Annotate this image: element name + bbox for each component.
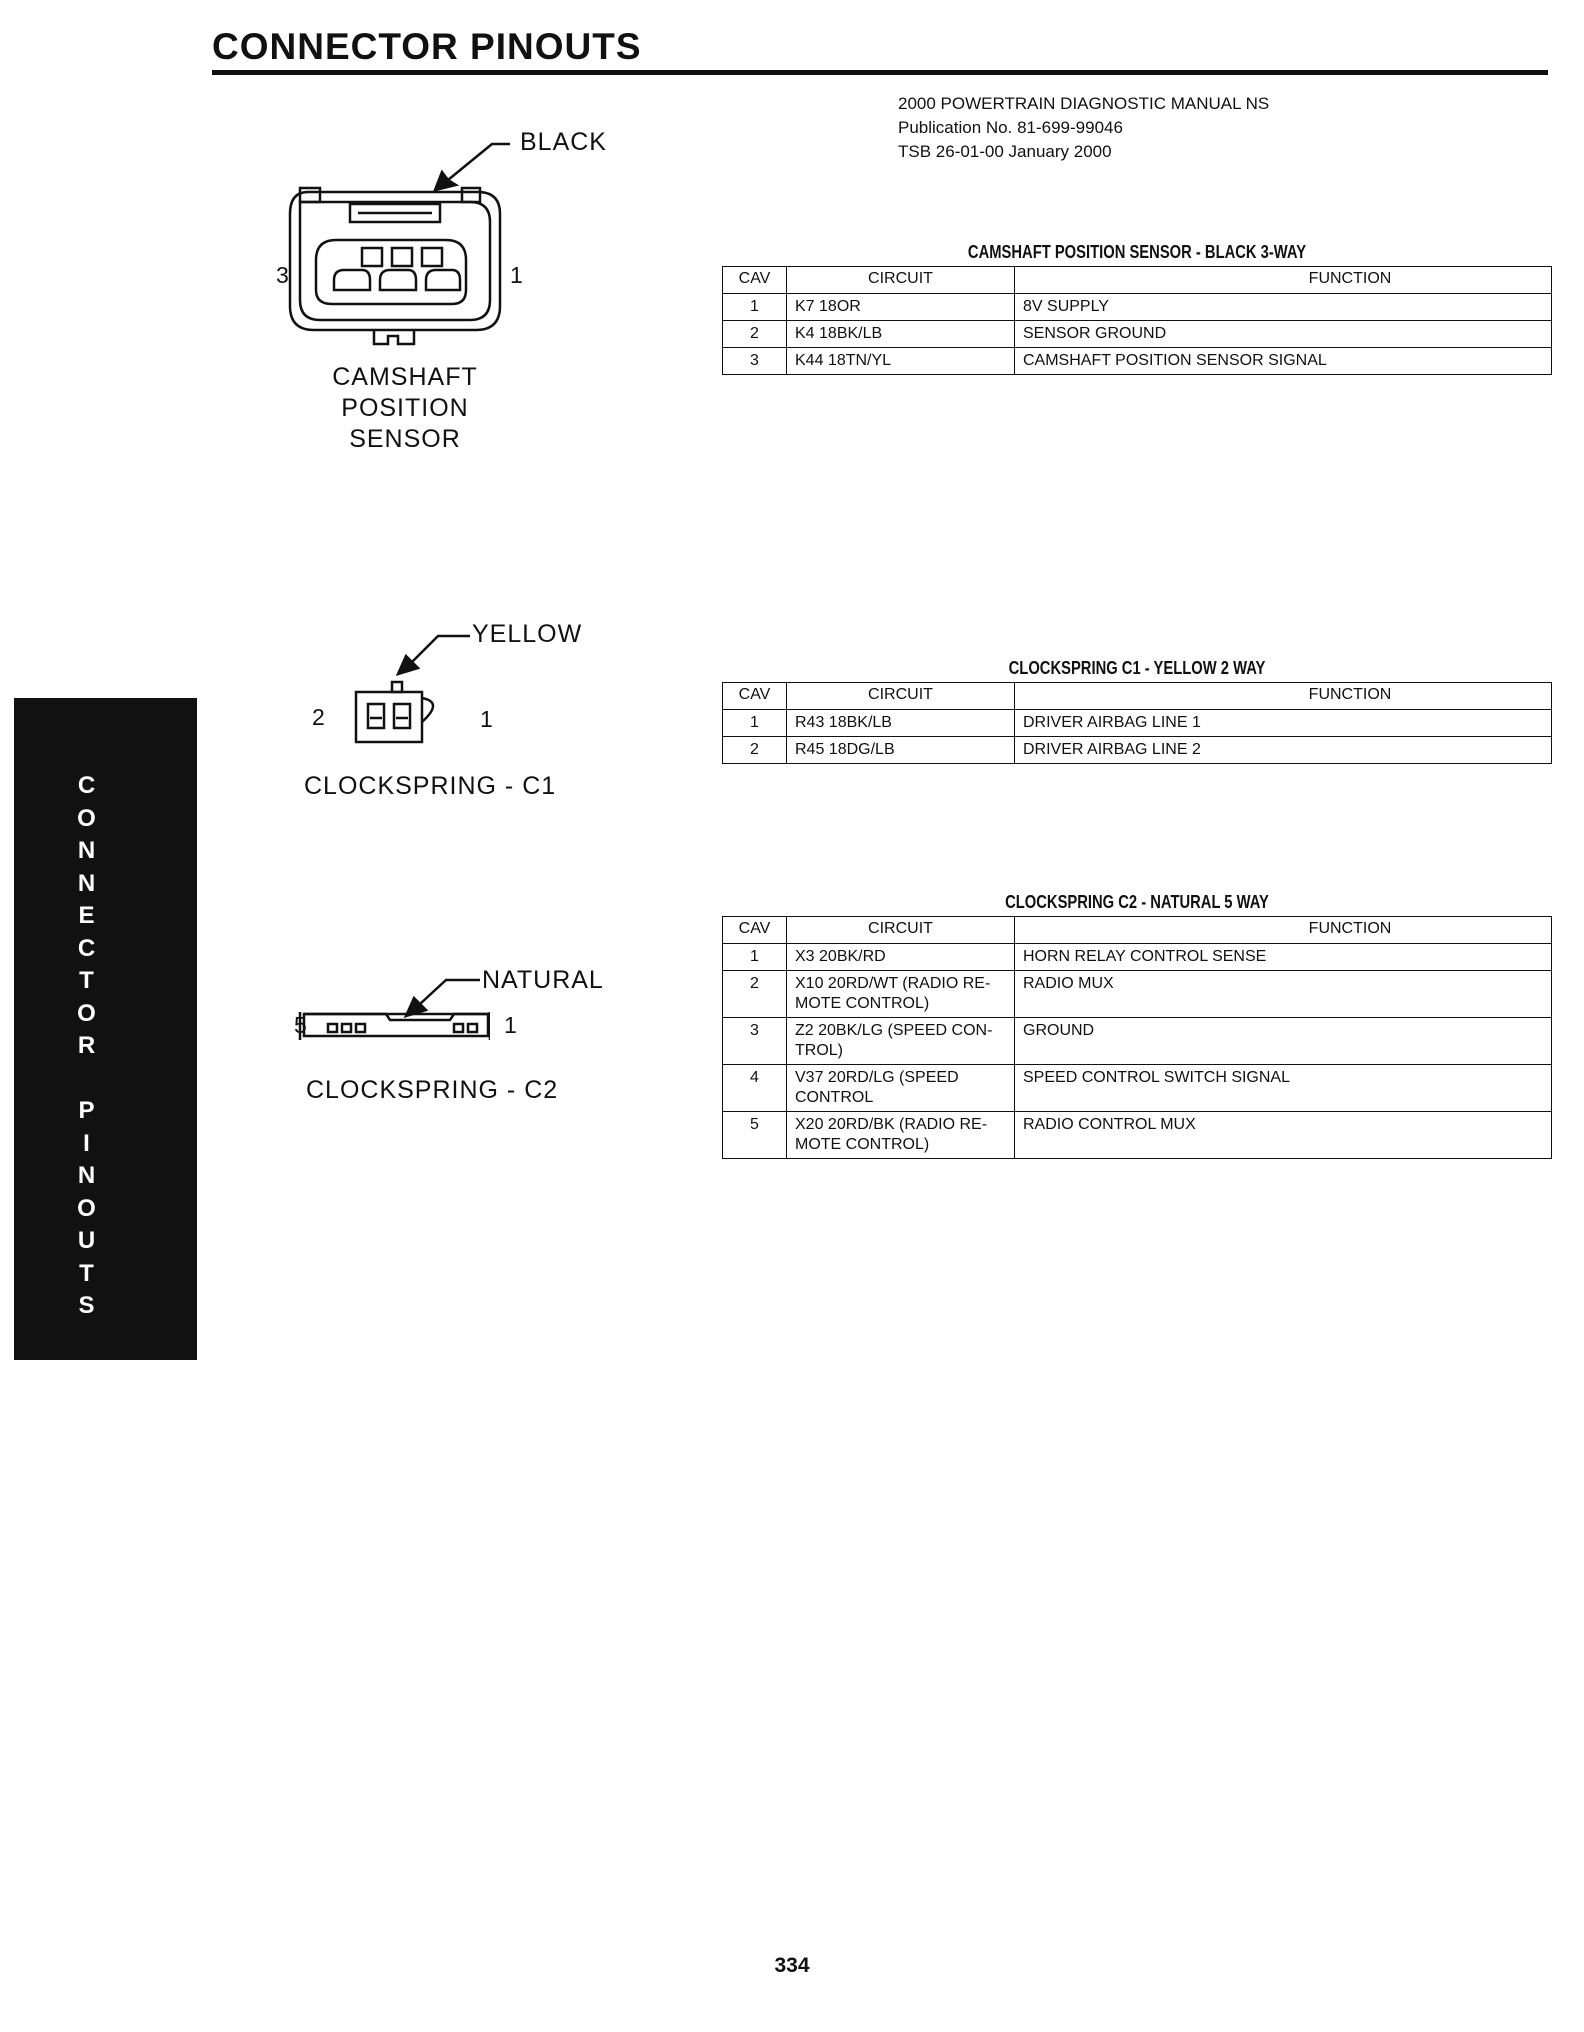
clockspring-c1-diagram — [340, 622, 480, 762]
cell-function: CAMSHAFT POSITION SENSOR SIGNAL — [1015, 348, 1552, 375]
camshaft-table-caption: CAMSHAFT POSITION SENSOR - BLACK 3-WAY — [967, 242, 1307, 262]
cell-function: DRIVER AIRBAG LINE 2 — [1015, 737, 1552, 764]
side-tab-letter: T — [79, 967, 94, 994]
camshaft-name-line: POSITION — [341, 394, 469, 422]
table-row — [723, 1112, 1552, 1159]
clockspring-c2-diagram — [290, 968, 490, 1048]
table-header-row — [723, 917, 1552, 944]
side-tab-letters — [14, 770, 159, 1323]
c2-table-caption: CLOCKSPRING C2 - NATURAL 5 WAY — [1005, 892, 1269, 912]
table-row — [723, 348, 1552, 375]
c1-pinout-table — [722, 682, 1552, 764]
c1-pin-right: 1 — [480, 706, 493, 732]
cell-cav: 5 — [723, 1112, 787, 1159]
camshaft-connector-diagram — [270, 130, 520, 350]
table-row — [723, 971, 1552, 1018]
cell-cav: 1 — [723, 294, 787, 321]
c1-pin-left: 2 — [312, 704, 325, 730]
publication-line: 2000 POWERTRAIN DIAGNOSTIC MANUAL NS — [898, 94, 1270, 113]
header-circuit: CIRCUIT — [787, 917, 1015, 944]
c2-connector-name: CLOCKSPRING - C2 — [306, 1076, 559, 1104]
c2-color-label: NATURAL — [482, 966, 604, 994]
cell-function: DRIVER AIRBAG LINE 1 — [1015, 710, 1552, 737]
cell-function: RADIO CONTROL MUX — [1015, 1112, 1552, 1159]
cell-circuit: R45 18DG/LB — [787, 737, 1015, 764]
header-circuit: CIRCUIT — [787, 267, 1015, 294]
cell-cav: 1 — [723, 944, 787, 971]
cell-cav: 4 — [723, 1065, 787, 1112]
cell-cav: 3 — [723, 348, 787, 375]
c2-pin-right: 1 — [504, 1012, 517, 1038]
cell-cav: 2 — [723, 321, 787, 348]
section-side-tab — [14, 698, 197, 1360]
table-row — [723, 321, 1552, 348]
c2-pin-left: 5 — [294, 1012, 307, 1038]
publication-line: Publication No. 81-699-99046 — [898, 118, 1123, 137]
table-row — [723, 1065, 1552, 1112]
camshaft-pin-left: 3 — [276, 262, 289, 288]
camshaft-name-line: SENSOR — [349, 425, 461, 453]
side-tab-letter — [14, 1063, 159, 1096]
page-title: CONNECTOR PINOUTS — [212, 26, 642, 67]
cell-cav: 3 — [723, 1018, 787, 1065]
cell-cav: 2 — [723, 971, 787, 1018]
publication-line: TSB 26-01-00 January 2000 — [898, 142, 1112, 161]
c2-pinout-table — [722, 916, 1552, 1159]
side-tab-letter: P — [78, 1097, 95, 1124]
table-row — [723, 294, 1552, 321]
side-tab-letter: R — [77, 1032, 96, 1059]
camshaft-connector-name — [300, 362, 510, 455]
c1-color-label: YELLOW — [472, 620, 583, 648]
camshaft-pin-right: 1 — [510, 262, 523, 288]
header-function: FUNCTION — [1015, 267, 1552, 294]
page-number: 334 — [774, 1954, 810, 1977]
table-row — [723, 737, 1552, 764]
side-tab-letter: U — [77, 1227, 96, 1254]
cell-circuit: K44 18TN/YL — [787, 348, 1015, 375]
side-tab-letter: N — [77, 837, 96, 864]
cell-function: SENSOR GROUND — [1015, 321, 1552, 348]
table-header-row — [723, 267, 1552, 294]
header-cav: CAV — [723, 683, 787, 710]
side-tab-letter: S — [78, 1292, 95, 1319]
cell-circuit: V37 20RD/LG (SPEED CONTROL — [787, 1065, 1015, 1112]
side-tab-letter: T — [79, 1259, 94, 1287]
camshaft-name-line: CAMSHAFT — [332, 363, 478, 391]
cell-cav: 1 — [723, 710, 787, 737]
table-row — [723, 1018, 1552, 1065]
cell-circuit: K7 18OR — [787, 294, 1015, 321]
cell-function: GROUND — [1015, 1018, 1552, 1065]
header-circuit: CIRCUIT — [787, 683, 1015, 710]
camshaft-pinout-table — [722, 266, 1552, 375]
header-cav: CAV — [723, 917, 787, 944]
side-tab-letter: O — [77, 999, 96, 1027]
table-row — [723, 944, 1552, 971]
cell-function: 8V SUPPLY — [1015, 294, 1552, 321]
header-function: FUNCTION — [1015, 683, 1552, 710]
cell-function: RADIO MUX — [1015, 971, 1552, 1018]
publication-info — [898, 92, 1269, 164]
cell-circuit: Z2 20BK/LG (SPEED CON- TROL) — [787, 1018, 1015, 1065]
side-tab-letter: O — [77, 804, 96, 832]
cell-circuit: K4 18BK/LB — [787, 321, 1015, 348]
c1-connector-name: CLOCKSPRING - C1 — [304, 772, 557, 800]
c1-table-caption: CLOCKSPRING C1 - YELLOW 2 WAY — [1008, 658, 1266, 678]
camshaft-color-label: BLACK — [520, 128, 607, 156]
header-cav: CAV — [723, 267, 787, 294]
table-row — [723, 710, 1552, 737]
side-tab-letter: I — [83, 1129, 90, 1157]
side-tab-letter: N — [77, 1162, 96, 1189]
side-tab-letter: C — [77, 934, 96, 962]
title-rule — [212, 70, 1548, 75]
cell-function: SPEED CONTROL SWITCH SIGNAL — [1015, 1065, 1552, 1112]
header-function: FUNCTION — [1015, 917, 1552, 944]
cell-circuit: X20 20RD/BK (RADIO RE- MOTE CONTROL) — [787, 1112, 1015, 1159]
side-tab-letter: O — [77, 1194, 96, 1222]
cell-circuit: X3 20BK/RD — [787, 944, 1015, 971]
table-header-row — [723, 683, 1552, 710]
side-tab-letter: N — [77, 869, 96, 897]
side-tab-letter: C — [77, 772, 96, 799]
cell-cav: 2 — [723, 737, 787, 764]
side-tab-letter: E — [78, 902, 95, 929]
cell-circuit: R43 18BK/LB — [787, 710, 1015, 737]
cell-function: HORN RELAY CONTROL SENSE — [1015, 944, 1552, 971]
cell-circuit: X10 20RD/WT (RADIO RE- MOTE CONTROL) — [787, 971, 1015, 1018]
